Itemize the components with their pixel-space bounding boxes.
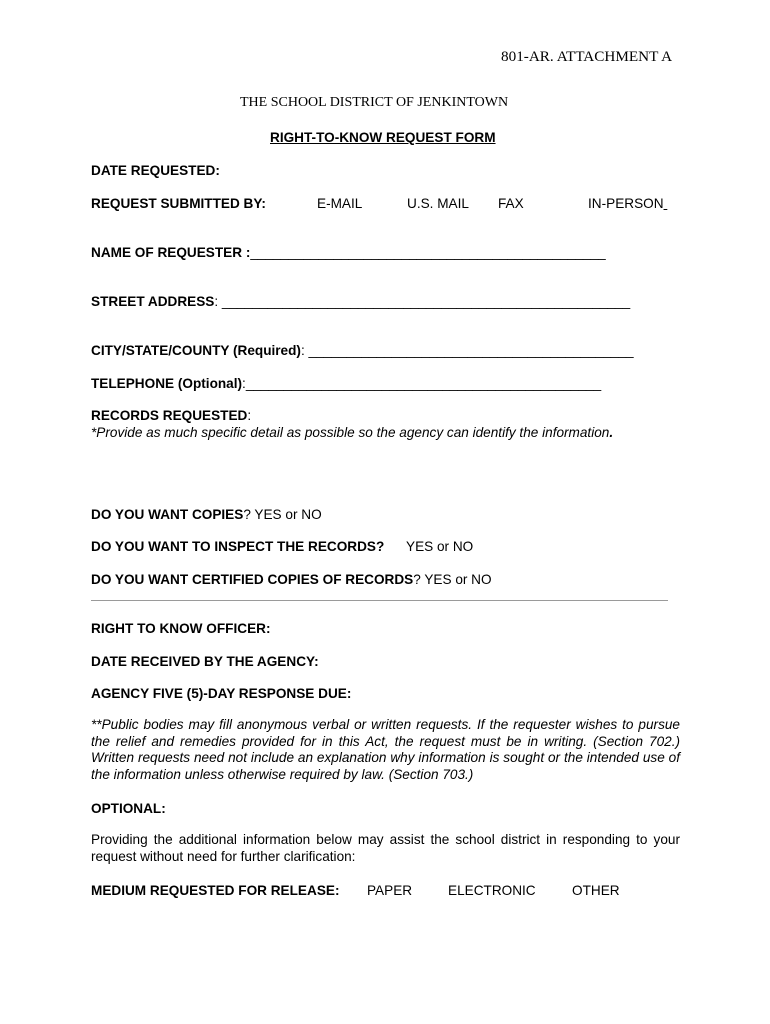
records-note xyxy=(91,426,613,440)
inspect-label: DO YOU WANT TO INSPECT THE RECORDS? xyxy=(91,539,385,554)
agency-notice: **Public bodies may fill anonymous verbal or written requests. If the requester wishes to pursue the relief and remedies provided for in this Act, the request must be in writing. (Section 702.) Written requests need not include an explanation why information is sought or the intended use of the information unless otherwise required by law. (Section 703.) xyxy=(91,717,680,782)
method-in-person[interactable] xyxy=(588,197,667,211)
method-in-person-label: IN-PERSON xyxy=(588,196,664,211)
copies-label: DO YOU WANT COPIES xyxy=(91,507,244,522)
method-us-mail[interactable]: U.S. MAIL xyxy=(407,196,469,211)
certified-options[interactable]: ? YES or NO xyxy=(413,572,492,587)
district-name: THE SCHOOL DISTRICT OF JENKINTOWN xyxy=(240,95,509,110)
medium-electronic[interactable]: ELECTRONIC xyxy=(448,883,536,898)
name-label: NAME OF REQUESTER : xyxy=(91,245,251,260)
attachment-label: 801-AR. ATTACHMENT A xyxy=(501,48,673,65)
separator-line xyxy=(91,600,668,601)
certified-label: DO YOU WANT CERTIFIED COPIES OF RECORDS xyxy=(91,572,414,587)
certified-row xyxy=(91,573,492,587)
medium-paper[interactable]: PAPER xyxy=(367,883,413,898)
name-row xyxy=(91,246,606,260)
date-received-label: DATE RECEIVED BY THE AGENCY: xyxy=(91,654,319,669)
optional-heading: OPTIONAL: xyxy=(91,801,166,816)
records-note-text: *Provide as much specific detail as possible so the agency can identify the information xyxy=(91,425,610,440)
method-fax[interactable]: FAX xyxy=(498,196,524,211)
records-label: RECORDS REQUESTED xyxy=(91,408,248,423)
records-row xyxy=(91,409,251,423)
name-blank[interactable]: _______________________________________________ xyxy=(250,245,606,260)
method-email[interactable]: E-MAIL xyxy=(317,196,363,211)
telephone-row xyxy=(91,377,601,391)
street-blank[interactable]: : ______________________________________________________ xyxy=(214,294,631,309)
telephone-blank[interactable]: :_______________________________________________ xyxy=(242,376,602,391)
records-colon: : xyxy=(247,408,252,423)
city-blank[interactable]: : ___________________________________________ xyxy=(300,343,634,358)
form-title: RIGHT-TO-KNOW REQUEST FORM xyxy=(270,130,496,145)
street-label: STREET ADDRESS xyxy=(91,294,215,309)
city-label: CITY/STATE/COUNTY (Required) xyxy=(91,343,301,358)
optional-intro: Providing the additional information below may assist the school district in responding to your request without need for further clarification: xyxy=(91,832,680,864)
date-requested-label: DATE REQUESTED: xyxy=(91,163,220,178)
copies-options[interactable]: ? YES or NO xyxy=(243,507,322,522)
telephone-label: TELEPHONE (Optional) xyxy=(91,376,243,391)
medium-label: MEDIUM REQUESTED FOR RELEASE: xyxy=(91,883,340,898)
inspect-row xyxy=(91,540,384,554)
officer-label: RIGHT TO KNOW OFFICER: xyxy=(91,621,271,636)
records-note-period: . xyxy=(609,425,614,440)
inspect-options[interactable]: YES or NO xyxy=(406,539,474,554)
response-due-label: AGENCY FIVE (5)-DAY RESPONSE DUE: xyxy=(91,686,352,701)
medium-other[interactable]: OTHER xyxy=(572,883,620,898)
copies-row xyxy=(91,508,322,522)
city-row xyxy=(91,344,634,358)
submitted-by-label: REQUEST SUBMITTED BY: xyxy=(91,196,266,211)
street-row xyxy=(91,295,630,309)
